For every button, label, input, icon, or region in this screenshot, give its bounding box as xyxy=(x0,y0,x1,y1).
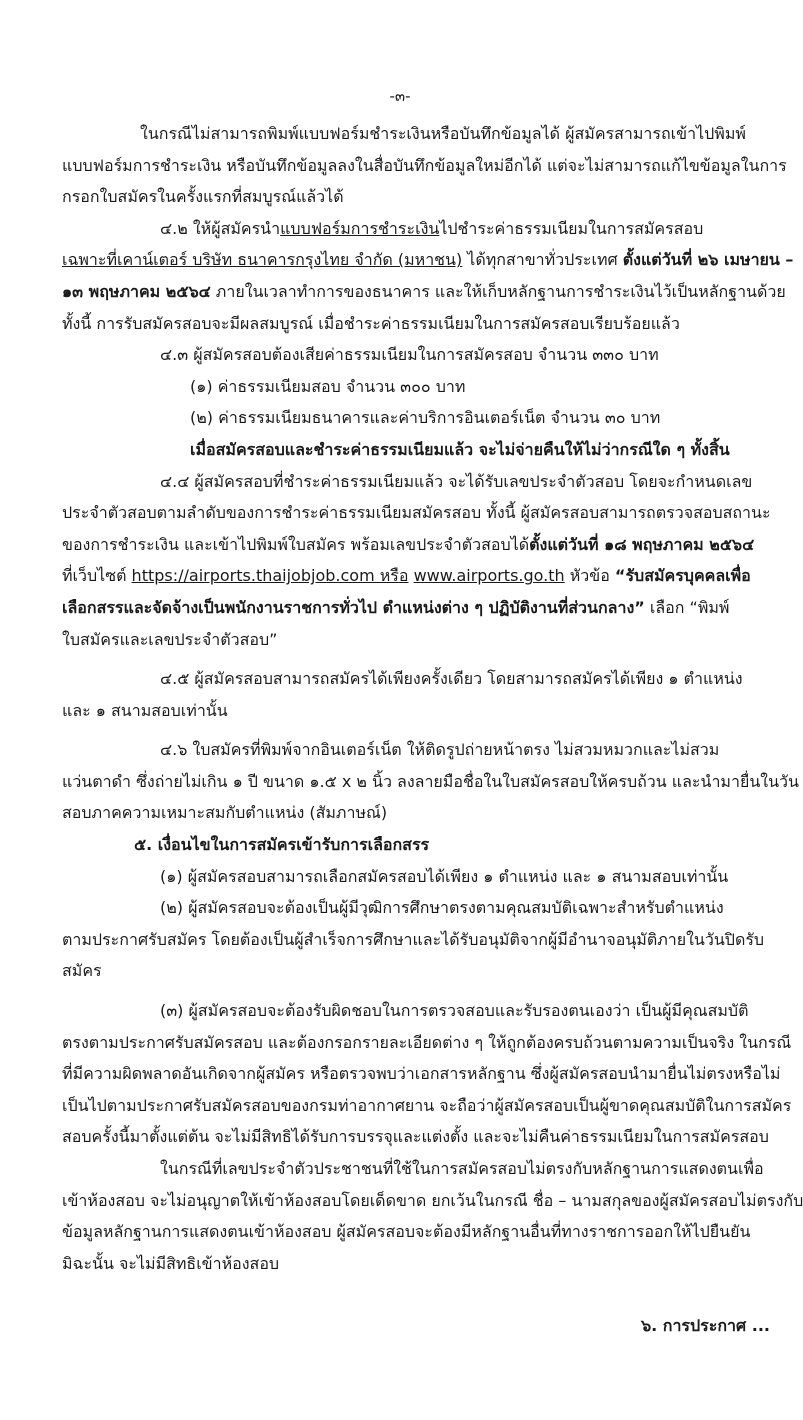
condition-item: (๓) ผู้สมัครสอบจะต้องรับผิดชอบในการตรวจสอบและรับรองตนเองว่า เป็นผู้มีคุณสมบัติ xyxy=(160,1001,749,1021)
paragraph-line: ตรงตามประกาศรับสมัครสอบ และต้องกรอกรายละเอียดต่าง ๆ ให้ถูกต้องครบถ้วนตามความเป็นจริง ในกรณี xyxy=(62,1032,792,1052)
payment-form-link-text: แบบฟอร์มการชำระเงิน xyxy=(280,218,440,238)
paragraph-line: มิฉะนั้น จะไม่มีสิทธิเข้าห้องสอบ xyxy=(62,1253,280,1273)
no-refund-notice: เมื่อสมัครสอบและชำระค่าธรรมเนียมแล้ว จะไม่จ่ายคืนให้ไม่ว่ากรณีใด ๆ ทั้งสิ้น xyxy=(190,439,730,459)
paragraph-line: แว่นตาดำ ซึ่งถ่ายไม่เกิน ๑ ปี ขนาด ๑.๕ x ๒ นิ้ว ลงลายมือชื่อในใบสมัครสอบให้ครบถ้วน และนำมายื่นในวัน xyxy=(62,771,799,791)
paragraph-line: สอบภาคความเหมาะสมกับตำแหน่ง (สัมภาษณ์) xyxy=(62,803,388,823)
paragraph-line: และ ๑ สนามสอบเท่านั้น xyxy=(62,700,228,720)
website-line: ที่เว็บไซต์ https://airports.thaijobjob.com หรือ www.airports.go.th หัวข้อ “รับสมัครบุคคลเพื่อ xyxy=(62,566,751,586)
condition-item: (๒) ผู้สมัครสอบจะต้องเป็นผู้มีวุฒิการศึกษาตรงตามคุณสมบัติเฉพาะสำหรับตำแหน่ง xyxy=(160,898,724,918)
paragraph-line: เลือกสรรและจัดจ้างเป็นพนักงานราชการทั่วไป ตำแหน่งต่าง ๆ ปฏิบัติงานที่ส่วนกลาง” เลือก “พิมพ์ xyxy=(62,597,730,617)
section-4-6-line: ๔.๖ ใบสมัครที่พิมพ์จากอินเตอร์เน็ต ให้ติดรูปถ่ายหน้าตรง ไม่สวมหมวกและไม่สวม xyxy=(160,740,720,760)
section-4-2-line: เฉพาะที่เคาน์เตอร์ บริษัท ธนาคารกรุงไทย จำกัด (มหาชน) ได้ทุกสาขาทั่วประเทศ ตั้งแต่วันที่ ๒๖ เมษายน – xyxy=(62,250,794,270)
paragraph-line: ทั้งนี้ การรับสมัครสอบจะมีผลสมบูรณ์ เมื่อชำระค่าธรรมเนียมในการสมัครสอบเรียบร้อยแล้ว xyxy=(62,313,680,333)
paragraph-line: ในกรณีไม่สามารถพิมพ์แบบฟอร์มชำระเงินหรือบันทึกข้อมูลได้ ผู้สมัครสามารถเข้าไปพิมพ์ xyxy=(140,124,746,143)
fee-item: (๒) ค่าธรรมเนียมธนาคารและค่าบริการอินเตอร์เน็ต จำนวน ๓๐ บาท xyxy=(190,408,661,428)
id-mismatch-paragraph: ในกรณีที่เลขประจำตัวประชาชนที่ใช้ในการสมัครสอบไม่ตรงกับหลักฐานการแสดงตนเพื่อ xyxy=(160,1159,764,1178)
paragraph-line: กรอกใบสมัครในครั้งแรกที่สมบูรณ์แล้วได้ xyxy=(62,187,344,207)
section-4-2-line: ๑๓ พฤษภาคม ๒๕๖๔ ภายในเวลาทำการของธนาคาร และให้เก็บหลักฐานการชำระเงินไว้เป็นหลักฐานด้วย xyxy=(62,281,786,301)
paragraph-line: ของการชำระเงิน และเข้าไปพิมพ์ใบสมัคร พร้อมเลขประจำตัวสอบได้ตั้งแต่วันที่ ๑๘ พฤษภาคม ๒๕๖๔ xyxy=(62,534,755,554)
paragraph-line: เข้าห้องสอบ จะไม่อนุญาตให้เข้าห้องสอบโดยเด็ดขาด ยกเว้นในกรณี ชื่อ – นามสกุลของผู้สมัครสอบไม่ตรงกับ xyxy=(62,1190,803,1210)
section-4-5-line: ๔.๕ ผู้สมัครสอบสามารถสมัครได้เพียงครั้งเดียว โดยสามารถสมัครได้เพียง ๑ ตำแหน่ง xyxy=(160,669,743,689)
section-4-2-line: ๔.๒ ให้ผู้สมัครนำแบบฟอร์มการชำระเงินไปชำระค่าธรรมเนียมในการสมัครสอบ xyxy=(160,218,704,238)
paragraph-line: เป็นไปตามประกาศรับสมัครสอบของกรมท่าอากาศยาน จะถือว่าผู้สมัครสอบเป็นผู้ขาดคุณสมบัติในการสมัคร xyxy=(62,1095,792,1115)
krungthai-counter-text: เฉพาะที่เคาน์เตอร์ บริษัท ธนาคารกรุงไทย จำกัด (มหาชน) xyxy=(62,250,463,270)
paragraph-line: สมัคร xyxy=(62,961,102,981)
paragraph-line: ประจำตัวสอบตามลำดับของการชำระค่าธรรมเนียมสมัครสอบ ทั้งนี้ ผู้สมัครสอบสามารถตรวจสอบสถานะ xyxy=(62,503,771,523)
paragraph-line: ตามประกาศรับสมัคร โดยต้องเป็นผู้สำเร็จการศึกษาและได้รับอนุมัติจากผู้มีอำนาจอนุมัติภายในวันปิดรับ xyxy=(62,929,765,949)
paragraph-line: ที่มีความผิดพลาดอันเกิดจากผู้สมัคร หรือตรวจพบว่าเอกสารหลักฐาน ซึ่งผู้สมัครสอบนำมายื่นไม่ตรงหรือไม่ xyxy=(62,1064,781,1084)
section-4-4-line: ๔.๔ ผู้สมัครสอบที่ชำระค่าธรรมเนียมแล้ว จะได้รับเลขประจำตัวสอบ โดยจะกำหนดเลข xyxy=(160,471,753,491)
thaijobjob-link[interactable]: https://airports.thaijobjob.com หรือ xyxy=(131,566,409,586)
fee-item: (๑) ค่าธรรมเนียมสอบ จำนวน ๓๐๐ บาท xyxy=(190,376,466,396)
condition-item: (๑) ผู้สมัครสอบสามารถเลือกสมัครสอบได้เพียง ๑ ตำแหน่ง และ ๑ สนามสอบเท่านั้น xyxy=(160,866,729,886)
paragraph-line: สอบครั้งนี้มาตั้งแต่ต้น จะไม่มีสิทธิได้รับการบรรจุและแต่งตั้ง และจะไม่คืนค่าธรรมเนียมในการสมัครสอบ xyxy=(62,1127,769,1147)
document-body xyxy=(62,118,803,1279)
page-number: -๓- xyxy=(389,87,411,105)
section-5-heading: ๕. เงื่อนไขในการสมัครเข้ารับการเลือกสรร xyxy=(134,835,430,855)
paragraph-line: แบบฟอร์มการชำระเงิน หรือบันทึกข้อมูลลงในสื่อบันทึกข้อมูลใหม่อีกได้ แต่จะไม่สามารถแก้ไขข้อมูลในการ xyxy=(62,155,787,175)
section-4-3-line: ๔.๓ ผู้สมัครสอบต้องเสียค่าธรรมเนียมในการสมัครสอบ จำนวน ๓๓๐ บาท xyxy=(160,345,659,365)
next-page-reference: ๖. การประกาศ ... xyxy=(640,1316,770,1335)
paragraph-line: ใบสมัครและเลขประจำตัวสอบ” xyxy=(62,629,278,649)
paragraph-line: ข้อมูลหลักฐานการแสดงตนเข้าห้องสอบ ผู้สมัครสอบจะต้องมีหลักฐานอื่นที่ทางราชการออกให้ไปยืนยัน xyxy=(62,1222,751,1242)
airports-link[interactable]: www.airports.go.th xyxy=(413,566,565,586)
